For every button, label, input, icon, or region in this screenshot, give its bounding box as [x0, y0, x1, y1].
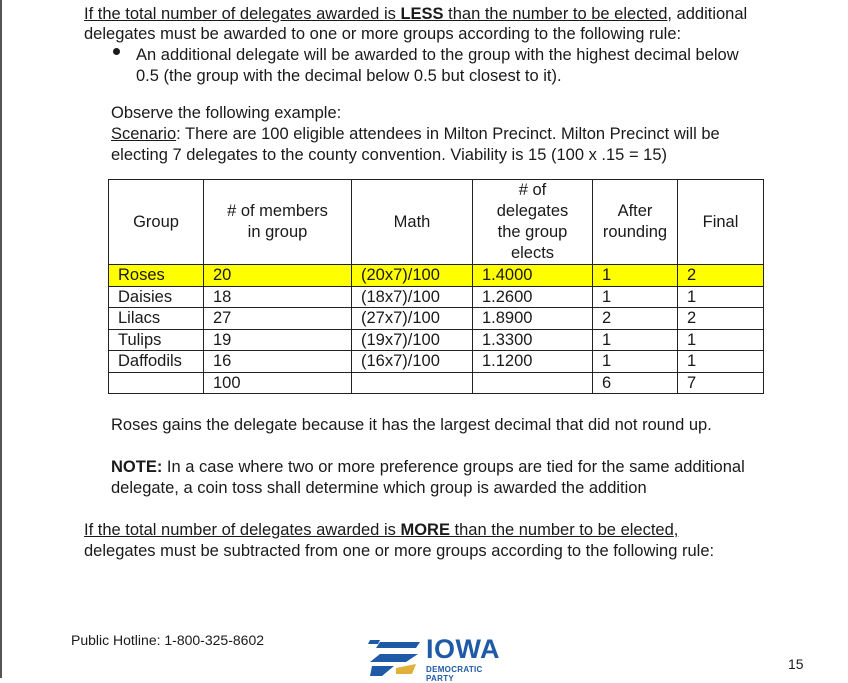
cell-group: Lilacs	[109, 308, 204, 330]
table-row	[109, 286, 764, 308]
header-group: Group	[109, 180, 204, 265]
iowa-flag-icon	[366, 634, 422, 678]
table-row	[109, 329, 764, 351]
page-number: 15	[788, 656, 804, 672]
cell-final: 1	[678, 351, 764, 373]
rule-bullet-line-1: An additional delegate will be awarded to the group with the highest decimal below	[136, 46, 739, 64]
more-condition-link: If the total number of delegates awarded is MORE than the number to be elected,	[84, 521, 679, 539]
table-totals-row	[109, 372, 764, 394]
cell-math: (16x7)/100	[352, 351, 473, 373]
cell-delegates-empty	[473, 372, 593, 394]
cell-final: 1	[678, 329, 764, 351]
cell-after: 1	[593, 329, 678, 351]
cell-math: (20x7)/100	[352, 265, 473, 287]
public-hotline: Public Hotline: 1-800-325-8602	[71, 632, 265, 648]
more-line-2: delegates must be subtracted from one or more groups according to the following rule:	[84, 542, 715, 560]
observe-text: Observe the following example:	[111, 104, 342, 122]
cell-total-final: 7	[678, 372, 764, 394]
note-line-1: NOTE: In a case where two or more preference groups are tied for the same additional	[111, 458, 745, 476]
cell-after: 2	[593, 308, 678, 330]
cell-final: 2	[678, 265, 764, 287]
table-row	[109, 351, 764, 373]
cell-math: (19x7)/100	[352, 329, 473, 351]
cell-final: 2	[678, 308, 764, 330]
cell-math: (18x7)/100	[352, 286, 473, 308]
cell-group-empty	[109, 372, 204, 394]
header-final: Final	[678, 180, 764, 265]
table-row	[109, 308, 764, 330]
cell-after: 1	[593, 351, 678, 373]
cell-members: 27	[204, 308, 352, 330]
cell-delegates: 1.2600	[473, 286, 593, 308]
more-line-1	[84, 520, 678, 541]
scenario-label: Scenario	[111, 125, 177, 143]
scenario-line-2: electing 7 delegates to the county convention. Viability is 15 (100 x .15 = 15)	[111, 146, 668, 164]
intro-line-1: If the total number of delegates awarded is LESS than the number to be elected, additional	[84, 5, 748, 23]
header-after-rounding: After rounding	[593, 180, 678, 265]
cell-delegates: 1.3300	[473, 329, 593, 351]
cell-members: 20	[204, 265, 352, 287]
cell-total-members: 100	[204, 372, 352, 394]
page-edge-rule	[0, 0, 2, 678]
table-row-roses	[109, 265, 764, 287]
cell-group: Roses	[109, 265, 204, 287]
cell-math-empty	[352, 372, 473, 394]
cell-final: 1	[678, 286, 764, 308]
cell-group: Daisies	[109, 286, 204, 308]
logo-wordmark: IOWA	[426, 634, 500, 664]
cell-delegates: 1.1200	[473, 351, 593, 373]
delegate-table	[108, 179, 764, 394]
explanation-text: Roses gains the delegate because it has the largest decimal that did not round up.	[111, 416, 712, 434]
cell-delegates: 1.4000	[473, 265, 593, 287]
cell-delegates: 1.8900	[473, 308, 593, 330]
intro-line-2: delegates must be awarded to one or more groups according to the following rule:	[84, 25, 682, 43]
bullet-icon	[113, 48, 120, 55]
cell-members: 18	[204, 286, 352, 308]
header-math: Math	[352, 180, 473, 265]
cell-total-after: 6	[593, 372, 678, 394]
cell-group: Tulips	[109, 329, 204, 351]
cell-after: 1	[593, 286, 678, 308]
note-line-2: delegate, a coin toss shall determine which group is awarded the addition	[111, 479, 647, 497]
note-label: NOTE:	[111, 458, 163, 476]
header-delegates: # of delegates the group elects	[473, 180, 593, 265]
rule-bullet-line-2: 0.5 (the group with the decimal below 0.5 but closest to it).	[136, 67, 562, 85]
table-header-row	[109, 180, 764, 265]
intro-condition-link: If the total number of delegates awarded is LESS than the number to be elected	[84, 5, 668, 23]
header-members: # of members in group	[204, 180, 352, 265]
cell-math: (27x7)/100	[352, 308, 473, 330]
cell-members: 16	[204, 351, 352, 373]
scenario-line-1: Scenario: There are 100 eligible attendees in Milton Precinct. Milton Precinct will be	[111, 125, 720, 143]
logo-subtitle: DEMOCRATIC PARTY	[426, 665, 483, 683]
cell-members: 19	[204, 329, 352, 351]
iowa-democratic-party-logo	[366, 634, 506, 683]
cell-group: Daffodils	[109, 351, 204, 373]
cell-after: 1	[593, 265, 678, 287]
